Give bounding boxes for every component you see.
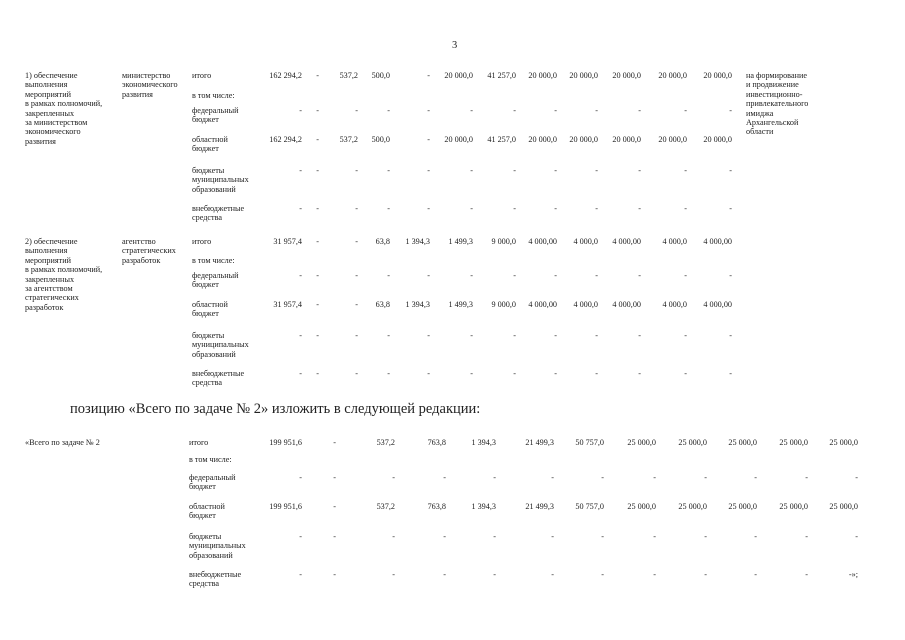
table-cell: - xyxy=(653,473,656,482)
table-cell: - xyxy=(316,71,319,80)
table-cell: - xyxy=(513,166,516,175)
table-cell: 20 000,0 xyxy=(444,135,473,144)
table-cell: - xyxy=(299,271,302,280)
table-cell: - xyxy=(387,166,390,175)
table-cell: - xyxy=(427,204,430,213)
table-cell: - xyxy=(355,166,358,175)
table-cell: 4 000,00 xyxy=(528,237,557,246)
table-cell: - xyxy=(470,369,473,378)
table-cell: - xyxy=(805,532,808,541)
table-cell: 41 257,0 xyxy=(487,135,516,144)
table-cell: - xyxy=(387,204,390,213)
table-cell: 537,2 xyxy=(376,438,395,447)
table-cell: - xyxy=(427,369,430,378)
table-cell: - xyxy=(427,135,430,144)
activity-1-title: 1) обеспечение выполнения мероприятий в рамках полномочий, закрепленных за министерством экономического развития xyxy=(25,71,103,146)
table-cell: - xyxy=(316,204,319,213)
source-label: областной бюджет xyxy=(192,300,228,319)
table-cell: 1 394,3 xyxy=(471,502,496,511)
table-cell: - xyxy=(392,532,395,541)
table-cell: - xyxy=(554,369,557,378)
table-cell: 4 000,0 xyxy=(573,300,598,309)
table-cell: 1 394,3 xyxy=(471,438,496,447)
table-cell: 25 000,0 xyxy=(728,438,757,447)
table-cell: - xyxy=(470,166,473,175)
table-cell: 9 000,0 xyxy=(491,300,516,309)
table-cell: 4 000,0 xyxy=(662,237,687,246)
table-cell: - xyxy=(595,369,598,378)
table-cell: - xyxy=(653,570,656,579)
activity-2-executor: агентство стратегических разработок xyxy=(122,237,176,265)
table-cell: - xyxy=(754,570,757,579)
activity-2-title: 2) обеспечение выполнения мероприятий в рамках полномочий, закрепленных за агентством стратегических разработок xyxy=(25,237,103,312)
source-label: бюджеты муниципальных образований xyxy=(192,331,249,359)
table-cell: - xyxy=(638,271,641,280)
table-cell: - xyxy=(316,331,319,340)
source-label: федеральный бюджет xyxy=(189,473,236,492)
table-cell: - xyxy=(443,570,446,579)
table-cell: - xyxy=(554,106,557,115)
table-cell: - xyxy=(387,106,390,115)
table-cell: - xyxy=(704,473,707,482)
table-cell: 4 000,00 xyxy=(528,300,557,309)
table-cell: 4 000,00 xyxy=(703,237,732,246)
table-cell: - xyxy=(493,473,496,482)
table-cell: 20 000,0 xyxy=(612,135,641,144)
table-cell: - xyxy=(299,331,302,340)
table-cell: - xyxy=(355,271,358,280)
table-cell: - xyxy=(595,204,598,213)
table-cell: - xyxy=(443,473,446,482)
table-cell: - xyxy=(299,473,302,482)
table-cell: - xyxy=(684,331,687,340)
table-cell: - xyxy=(427,331,430,340)
table-cell: - xyxy=(470,106,473,115)
table-cell: 1 394,3 xyxy=(405,300,430,309)
table-cell: - xyxy=(704,570,707,579)
table-cell: - xyxy=(551,473,554,482)
table-cell: - xyxy=(638,166,641,175)
table-cell: 537,2 xyxy=(339,135,358,144)
source-label: областной бюджет xyxy=(192,135,228,154)
table-cell: - xyxy=(595,106,598,115)
table-cell: - xyxy=(595,271,598,280)
table-cell: - xyxy=(392,473,395,482)
table-cell: - xyxy=(387,369,390,378)
table-cell: 199 951,6 xyxy=(269,438,302,447)
source-label: федеральный бюджет xyxy=(192,106,239,125)
table-cell: 500,0 xyxy=(371,71,390,80)
activity-1-goal: на формирование и продвижение инвестиционно- привлекательного имиджа Архангельской области xyxy=(746,71,809,137)
table-cell: 9 000,0 xyxy=(491,237,516,246)
table-cell: - xyxy=(554,204,557,213)
table-cell: - xyxy=(333,502,336,511)
table-cell: - xyxy=(638,369,641,378)
table-cell: - xyxy=(299,369,302,378)
source-label: внебюджетные средства xyxy=(192,369,245,388)
table-cell: - xyxy=(729,331,732,340)
table-cell: 20 000,0 xyxy=(703,135,732,144)
table-cell: - xyxy=(638,204,641,213)
table-cell: - xyxy=(316,271,319,280)
table-cell: 25 000,0 xyxy=(627,502,656,511)
table-cell: 63,8 xyxy=(375,237,390,246)
table-cell: 20 000,0 xyxy=(569,71,598,80)
source-label: в том числе: xyxy=(192,91,235,100)
table-cell: 1 499,3 xyxy=(448,300,473,309)
table-cell: 4 000,00 xyxy=(703,300,732,309)
table-cell: - xyxy=(316,300,319,309)
table-cell: - xyxy=(299,204,302,213)
table-cell: - xyxy=(333,532,336,541)
source-label: итого xyxy=(192,237,212,246)
table-cell: 20 000,0 xyxy=(444,71,473,80)
table-cell: - xyxy=(493,570,496,579)
table-cell: - xyxy=(855,473,858,482)
table-cell: 50 757,0 xyxy=(575,502,604,511)
table-cell: - xyxy=(355,237,358,246)
table-cell: - xyxy=(638,331,641,340)
table-cell: - xyxy=(355,331,358,340)
table-cell: - xyxy=(470,271,473,280)
source-label: в том числе: xyxy=(192,256,235,265)
source-label: областной бюджет xyxy=(189,502,225,521)
table-cell: - xyxy=(729,204,732,213)
table-cell: - xyxy=(684,271,687,280)
table-cell: 63,8 xyxy=(375,300,390,309)
table-cell: - xyxy=(427,106,430,115)
table-cell: - xyxy=(729,166,732,175)
table-cell: - xyxy=(653,532,656,541)
table-cell: 20 000,0 xyxy=(658,71,687,80)
table-cell: - xyxy=(855,532,858,541)
table-cell: - xyxy=(355,204,358,213)
source-label: внебюджетные средства xyxy=(189,570,242,589)
table-cell: 162 294,2 xyxy=(269,71,302,80)
table-cell: - xyxy=(387,271,390,280)
table-cell: 4 000,0 xyxy=(573,237,598,246)
table-cell: - xyxy=(754,532,757,541)
table-cell: - xyxy=(754,473,757,482)
source-label: в том числе: xyxy=(189,455,232,464)
table-cell: - xyxy=(805,473,808,482)
table-cell: 537,2 xyxy=(376,502,395,511)
table-cell: - xyxy=(595,331,598,340)
table-cell: - xyxy=(333,570,336,579)
table-cell: - xyxy=(638,106,641,115)
table-cell: - xyxy=(333,473,336,482)
table-cell: 21 499,3 xyxy=(525,438,554,447)
table-cell: 31 957,4 xyxy=(273,300,302,309)
table-cell: - xyxy=(729,369,732,378)
table-cell: - xyxy=(513,331,516,340)
table-cell: 20 000,0 xyxy=(528,135,557,144)
table-cell: 1 394,3 xyxy=(405,237,430,246)
table-cell: - xyxy=(333,438,336,447)
table-cell: - xyxy=(684,369,687,378)
table-cell: 20 000,0 xyxy=(612,71,641,80)
table-cell: 162 294,2 xyxy=(269,135,302,144)
table-cell: - xyxy=(513,271,516,280)
table-cell: - xyxy=(684,166,687,175)
activity-1-executor: министерство экономического развития xyxy=(122,71,178,99)
table-cell: - xyxy=(316,237,319,246)
table-cell: - xyxy=(299,532,302,541)
table-cell: - xyxy=(601,532,604,541)
table-cell: - xyxy=(387,331,390,340)
source-label: итого xyxy=(189,438,209,447)
table-cell: - xyxy=(299,106,302,115)
table-cell: - xyxy=(392,570,395,579)
table-cell: 25 000,0 xyxy=(678,438,707,447)
table-cell: - xyxy=(299,166,302,175)
table-cell: - xyxy=(684,106,687,115)
source-label: федеральный бюджет xyxy=(192,271,239,290)
table-cell: - xyxy=(805,570,808,579)
table-cell: - xyxy=(729,106,732,115)
table-cell: - xyxy=(595,166,598,175)
table-cell: 20 000,0 xyxy=(658,135,687,144)
table-cell: - xyxy=(704,532,707,541)
table-cell: 50 757,0 xyxy=(575,438,604,447)
table-cell: - xyxy=(554,331,557,340)
table-cell: - xyxy=(601,473,604,482)
table-cell: - xyxy=(443,532,446,541)
table-cell: 25 000,0 xyxy=(779,438,808,447)
table-cell: -»; xyxy=(848,570,858,579)
table-cell: 763,8 xyxy=(427,502,446,511)
table-cell: - xyxy=(470,331,473,340)
table-cell: - xyxy=(554,271,557,280)
table-cell: - xyxy=(427,271,430,280)
table-cell: - xyxy=(513,106,516,115)
table-cell: - xyxy=(470,204,473,213)
table-cell: 199 951,6 xyxy=(269,502,302,511)
table-cell: - xyxy=(551,532,554,541)
table-cell: - xyxy=(427,71,430,80)
table-cell: - xyxy=(513,204,516,213)
table-cell: - xyxy=(493,532,496,541)
table-cell: 25 000,0 xyxy=(627,438,656,447)
table-cell: - xyxy=(316,135,319,144)
table-cell: 25 000,0 xyxy=(779,502,808,511)
table-cell: - xyxy=(427,166,430,175)
table-cell: 20 000,0 xyxy=(703,71,732,80)
table-cell: 20 000,0 xyxy=(528,71,557,80)
table-cell: 25 000,0 xyxy=(829,502,858,511)
page-number: 3 xyxy=(452,40,458,51)
table-cell: - xyxy=(316,166,319,175)
table-cell: 1 499,3 xyxy=(448,237,473,246)
table-cell: 500,0 xyxy=(371,135,390,144)
table-cell: 4 000,00 xyxy=(612,237,641,246)
table-cell: - xyxy=(601,570,604,579)
source-label: итого xyxy=(192,71,212,80)
table-cell: 4 000,00 xyxy=(612,300,641,309)
table-cell: - xyxy=(355,300,358,309)
table-cell: 21 499,3 xyxy=(525,502,554,511)
table-cell: 20 000,0 xyxy=(569,135,598,144)
table-cell: - xyxy=(551,570,554,579)
table-cell: - xyxy=(355,106,358,115)
table-cell: - xyxy=(316,106,319,115)
source-label: внебюджетные средства xyxy=(192,204,245,223)
source-label: бюджеты муниципальных образований xyxy=(192,166,249,194)
instruction-heading: позицию «Всего по задаче № 2» изложить в следующей редакции: xyxy=(70,401,481,417)
table-cell: - xyxy=(729,271,732,280)
table-cell: 31 957,4 xyxy=(273,237,302,246)
source-label: бюджеты муниципальных образований xyxy=(189,532,246,560)
table-cell: 41 257,0 xyxy=(487,71,516,80)
table-cell: - xyxy=(684,204,687,213)
table-cell: - xyxy=(355,369,358,378)
table-cell: 25 000,0 xyxy=(728,502,757,511)
table-cell: 763,8 xyxy=(427,438,446,447)
table-cell: - xyxy=(299,570,302,579)
task-2-total-title: «Всего по задаче № 2 xyxy=(25,438,100,447)
table-cell: - xyxy=(554,166,557,175)
table-cell: 25 000,0 xyxy=(829,438,858,447)
table-cell: - xyxy=(513,369,516,378)
table-cell: 4 000,0 xyxy=(662,300,687,309)
table-cell: - xyxy=(316,369,319,378)
table-cell: 25 000,0 xyxy=(678,502,707,511)
table-cell: 537,2 xyxy=(339,71,358,80)
